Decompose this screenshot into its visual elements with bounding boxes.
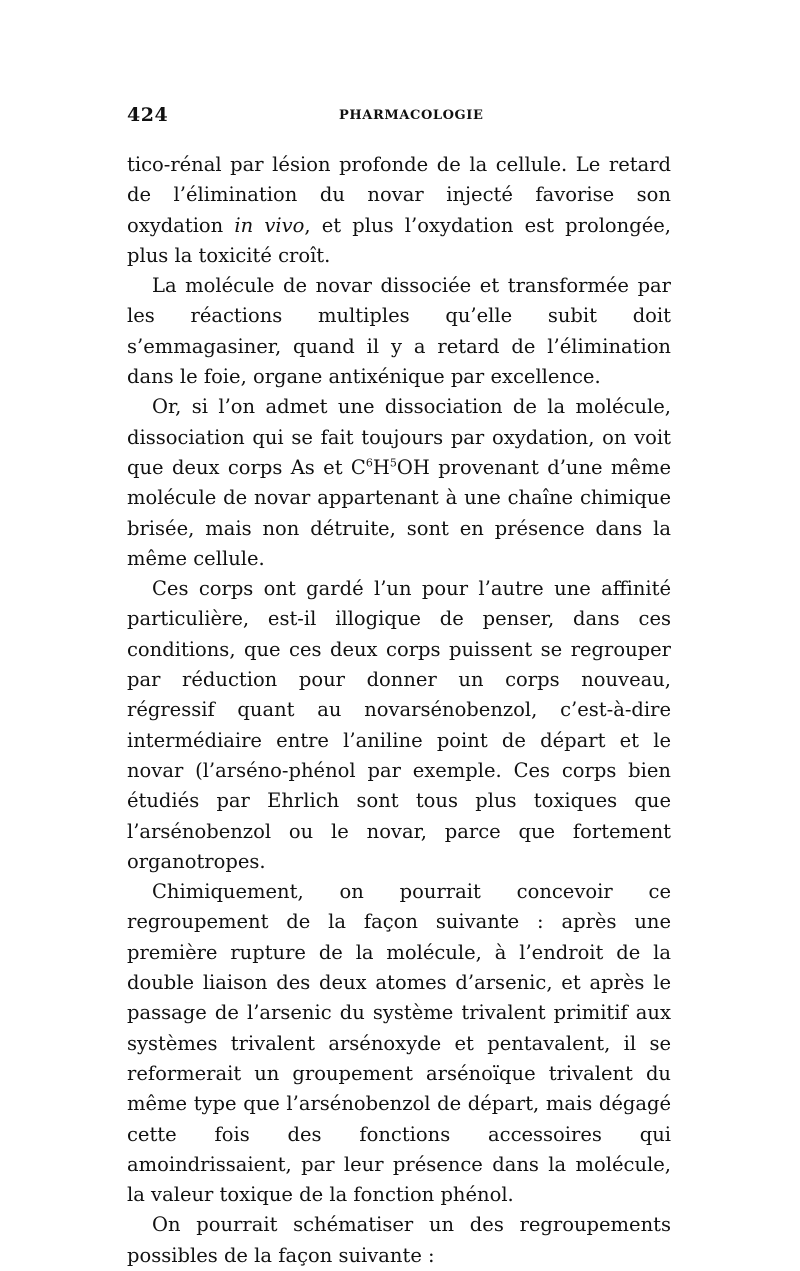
paragraph-5: Chimiquement, on pourrait concevoir ce regroupement de la façon suivante : après une première rupture de la molécule, à l’endroit de la double liaison des deux atomes d’arsenic, et après le passage de l’arsenic du système trivalent primitif aux systèmes trivalent arsénoxyde et pentavalent, il se reformerait un groupement arsénoïque trivalent du même type que l’arsénobenzol de départ, mais dégagé cette fois des fonctions accessoires qui amoindrissaient, par leur présence dans la molécule, la valeur toxique de la fonction phénol. — [127, 880, 671, 1207]
superscript-5: 5 — [389, 456, 397, 470]
paragraph-3-text-before: Or, si l’on admet une dissociation de la molécule, dissociation qui se fait toujours par oxydation, on voit que deux corps As et C — [127, 395, 671, 479]
paragraph-1 — [127, 150, 671, 271]
paragraph-1-text-before: tico-rénal par lésion profonde de la cellule. Le retard de l’élimination du novar injecté favorise son oxydation — [127, 153, 671, 237]
paragraph-2: La molécule de novar dissociée et transformée par les réactions multiples qu’elle subit doit s’emmagasiner, quand il y a retard de l’élimination dans le foie, organe antixénique par excellence. — [127, 274, 671, 389]
paragraph-3-text-after: OH provenant d’une même molécule de novar appartenant à une chaîne chimique brisée, mais non détruite, sont en présence dans la même cellule. — [127, 455, 671, 570]
running-title: PHARMACOLOGIE — [339, 108, 484, 123]
formula-h: H — [372, 455, 390, 479]
paragraph-3 — [127, 392, 671, 574]
paragraph-1-italic-phrase: in vivo — [234, 213, 305, 237]
page-number: 424 — [127, 104, 169, 126]
superscript-6: 6 — [365, 456, 373, 470]
paragraph-1-text-after: , et plus l’oxydation est prolongée, plus la toxicité croît. — [127, 213, 671, 267]
paragraph-4: Ces corps ont gardé l’un pour l’autre une affinité particulière, est-il illogique de penser, dans ces conditions, que ces deux corps puissent se regrouper par réduction pour donner un corps nouveau, régressif quant au novarsénobenzol, c’est-à-dire intermédiaire entre l’aniline point de départ et le novar (l’arséno-phénol par exemple. Ces corps bien étudiés par Ehrlich sont tous plus toxiques que l’arsénobenzol ou le novar, parce que fortement organotropes. — [127, 577, 671, 873]
paragraph-6: On pourrait schématiser un des regroupements possibles de la façon suivante : — [127, 1213, 671, 1267]
body-text — [127, 150, 671, 1271]
running-head — [127, 104, 671, 134]
